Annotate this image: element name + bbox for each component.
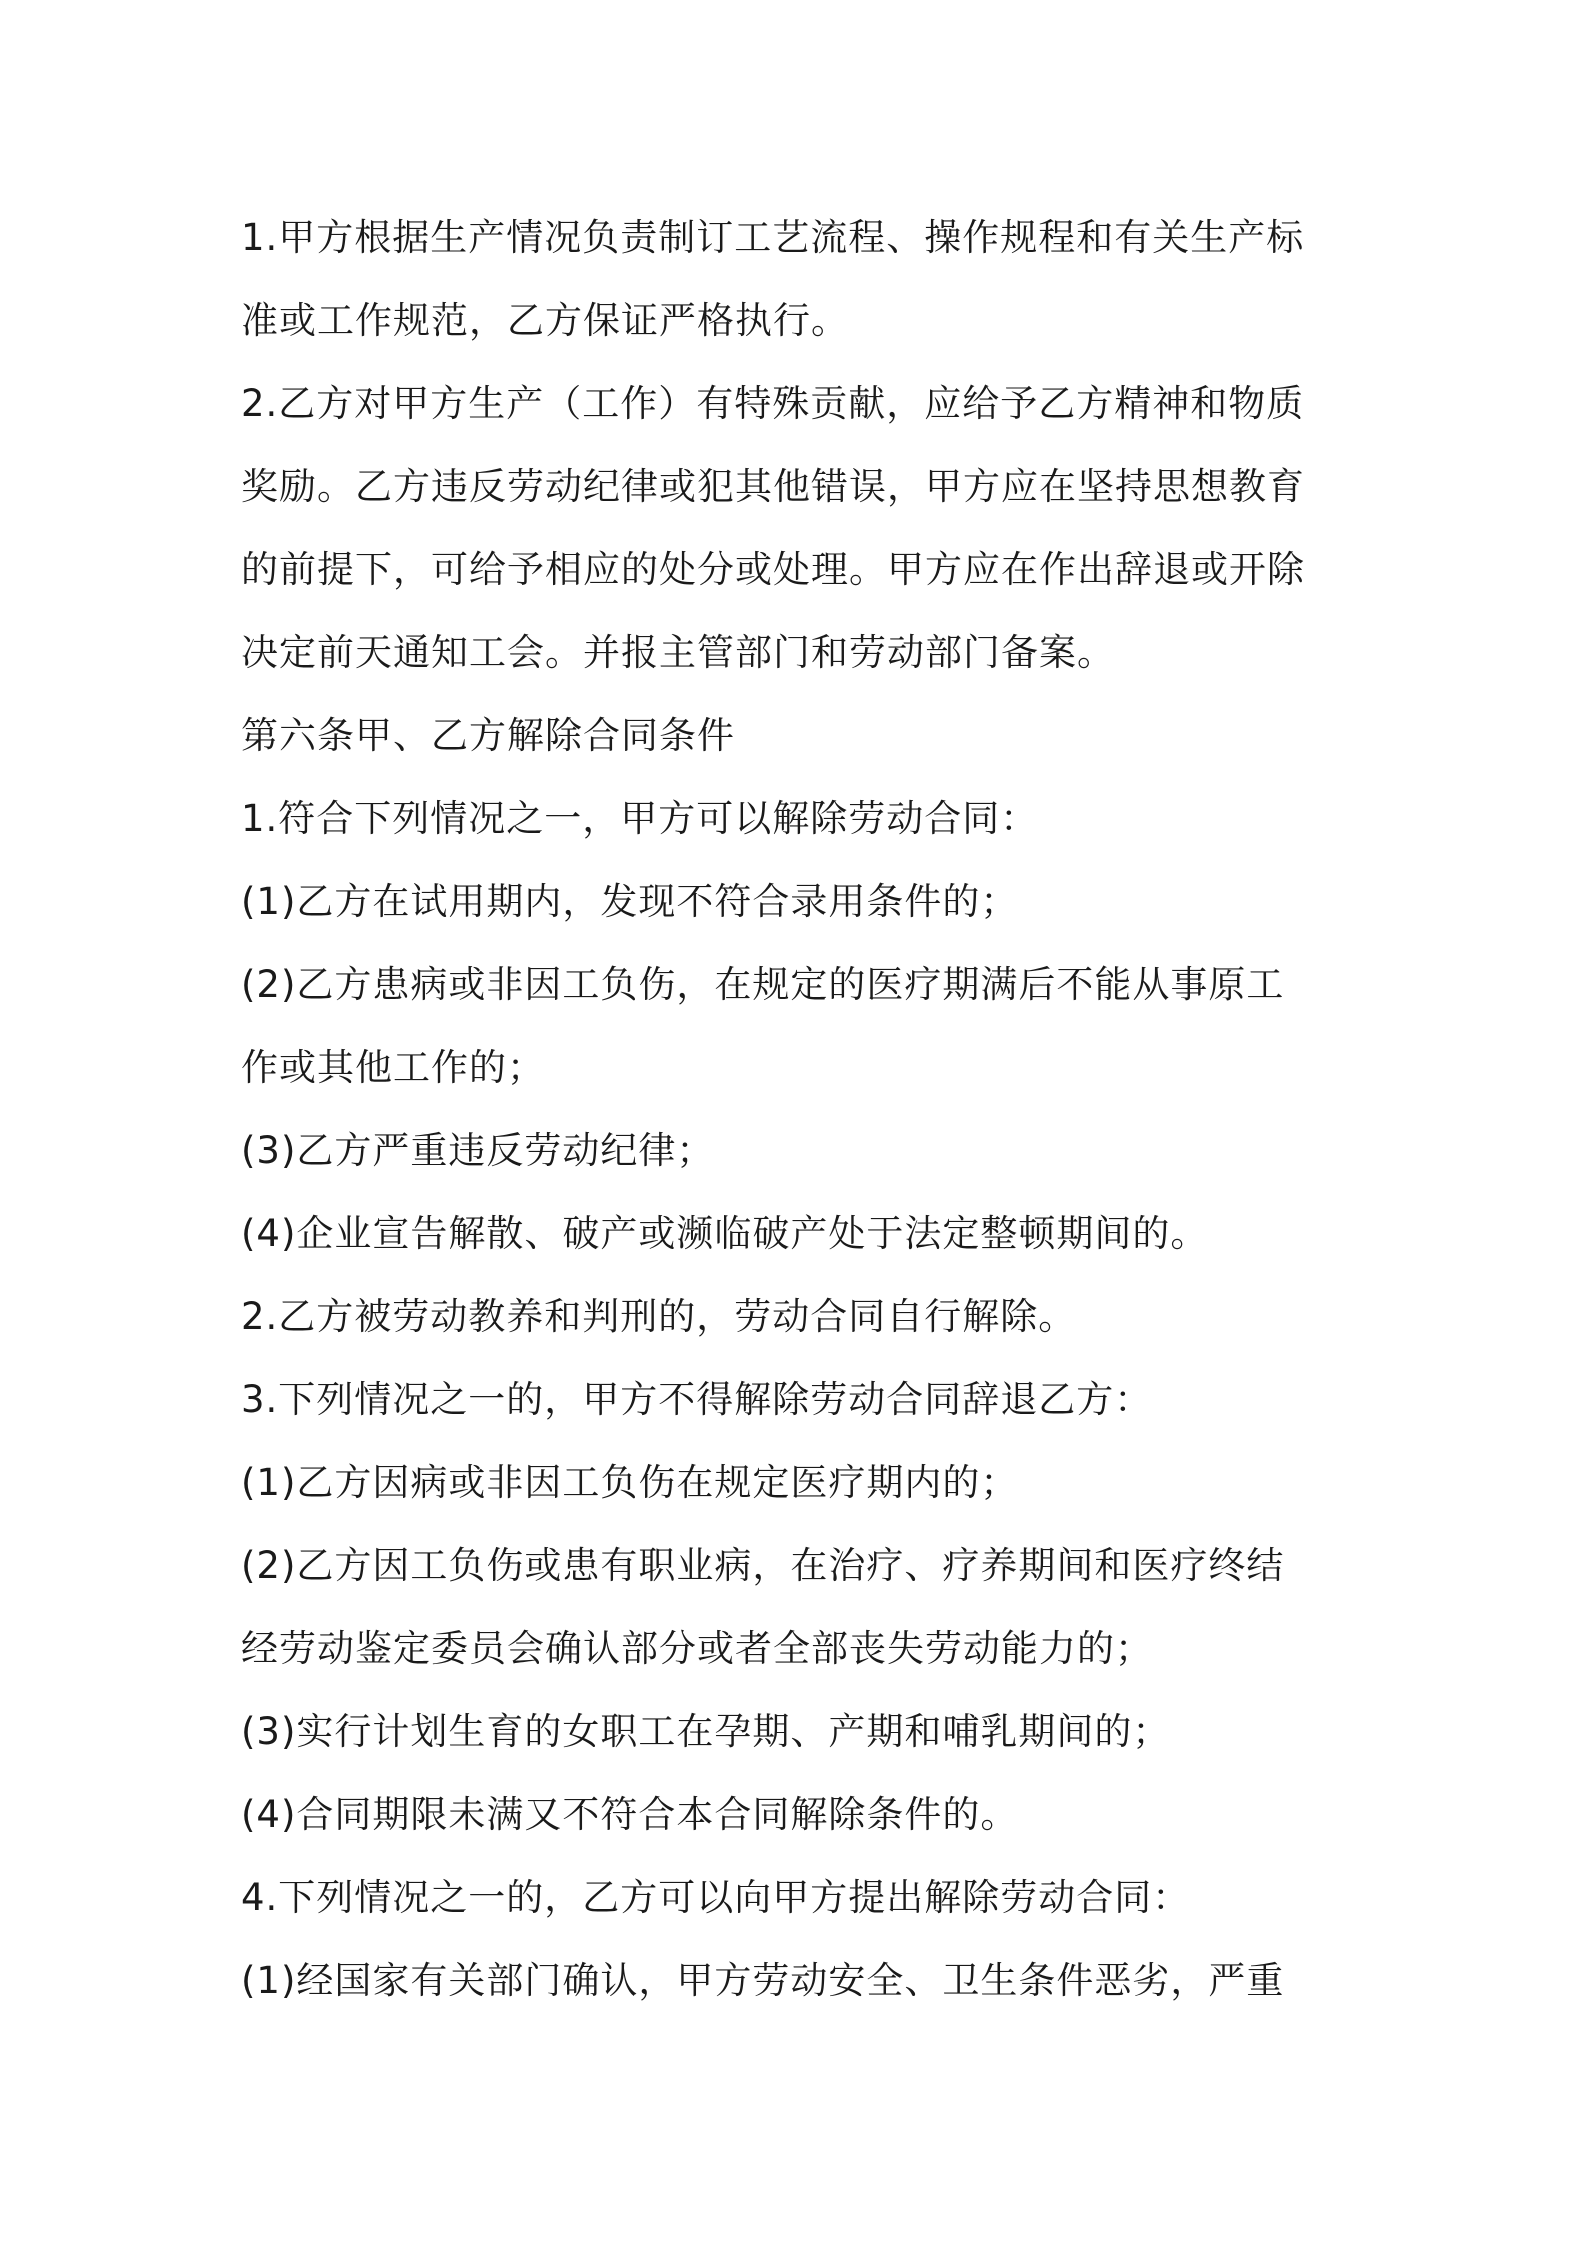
text-line: 1.甲方根据生产情况负责制订工艺流程、操作规程和有关生产标 [241, 216, 1305, 259]
text-line: (1)乙方在试用期内，发现不符合录用条件的； [241, 880, 1019, 923]
text-line: (1)乙方因病或非因工负伤在规定医疗期内的； [241, 1461, 1019, 1504]
text-line: (2)乙方患病或非因工负伤，在规定的医疗期满后不能从事原工 [241, 963, 1285, 1006]
text-line: 1.符合下列情况之一，甲方可以解除劳动合同： [241, 797, 1039, 840]
text-line: 准或工作规范，乙方保证严格执行。 [241, 299, 849, 342]
text-line: (2)乙方因工负伤或患有职业病，在治疗、疗养期间和医疗终结 [241, 1544, 1285, 1587]
contract-text [241, 196, 1361, 2022]
text-line: 的前提下，可给予相应的处分或处理。甲方应在作出辞退或开除 [241, 548, 1305, 591]
text-line: 4.下列情况之一的，乙方可以向甲方提出解除劳动合同： [241, 1876, 1191, 1919]
text-line: (4)企业宣告解散、破产或濒临破产处于法定整顿期间的。 [241, 1212, 1209, 1255]
text-line: 3.下列情况之一的，甲方不得解除劳动合同辞退乙方： [241, 1378, 1153, 1421]
text-line: (1)经国家有关部门确认，甲方劳动安全、卫生条件恶劣，严重 [241, 1959, 1285, 2002]
text-line: 作或其他工作的； [241, 1046, 545, 1089]
text-line: 奖励。乙方违反劳动纪律或犯其他错误，甲方应在坚持思想教育 [241, 465, 1305, 508]
text-line: 2.乙方对甲方生产（工作）有特殊贡献，应给予乙方精神和物质 [241, 382, 1305, 425]
text-line: (4)合同期限未满又不符合本合同解除条件的。 [241, 1793, 1019, 1836]
text-line: (3)乙方严重违反劳动纪律； [241, 1129, 715, 1172]
text-line: 2.乙方被劳动教养和判刑的，劳动合同自行解除。 [241, 1295, 1077, 1338]
text-line: (3)实行计划生育的女职工在孕期、产期和哺乳期间的； [241, 1710, 1171, 1753]
text-line: 决定前天通知工会。并报主管部门和劳动部门备案。 [241, 631, 1115, 674]
text-line: 经劳动鉴定委员会确认部分或者全部丧失劳动能力的； [241, 1627, 1153, 1670]
section-heading: 第六条甲、乙方解除合同条件 [241, 714, 735, 757]
